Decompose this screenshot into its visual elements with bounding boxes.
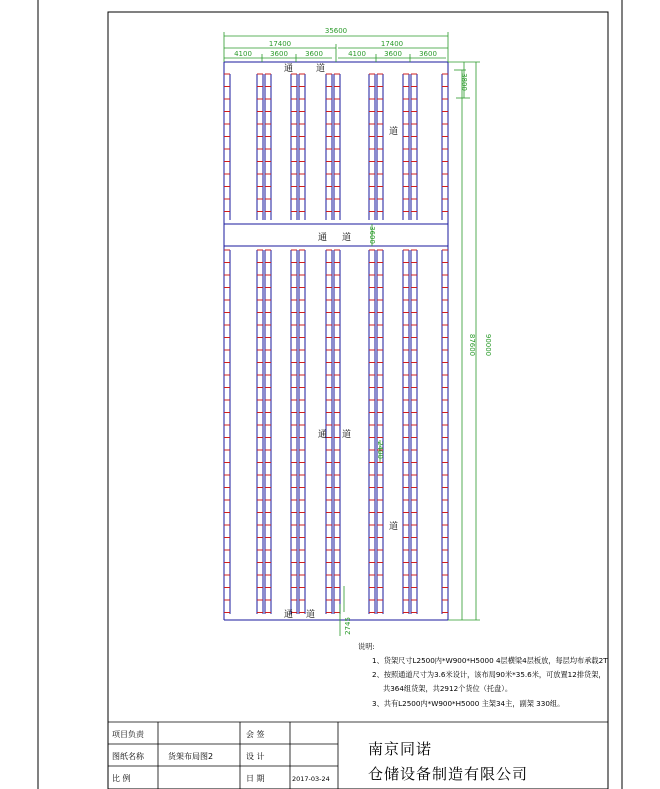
- dim-aisle-width: 3600: [368, 226, 376, 244]
- date-label: 日 期: [246, 774, 265, 783]
- dim-small-b: 2400: [376, 441, 384, 459]
- dim-right-seg3: 3600: [419, 50, 437, 58]
- aisle-vertical-lower: 道: [389, 522, 399, 532]
- note-line-1: 1、货架尺寸L2500内*W900*H5000 4层横梁4层板放，每层均布承载2T: [372, 656, 608, 665]
- scale-label: 比 例: [112, 774, 131, 783]
- aisle-mid-char1: 通: [318, 233, 328, 243]
- note-line-2: 2、按照通道尺寸为3.6米设计，该布局90米*35.6米，可放置12排货架，: [372, 670, 606, 679]
- dim-right-seg1: 4100: [348, 50, 366, 58]
- note-line-2b: 共364组货架，共2912个货位（托盘）。: [383, 684, 513, 693]
- dim-small-c: 2745: [344, 617, 352, 635]
- note-line-3: 3、共有L2500内*W900*H5000 主架34主，副架 330组。: [372, 699, 565, 708]
- signoff-label: 会 签: [246, 730, 265, 739]
- drawing-name-value: 货架布局图2: [168, 752, 214, 761]
- dim-right-top: 3800: [460, 73, 468, 91]
- aisle-top-char1: 通: [284, 64, 294, 74]
- aisle-mid-char2: 道: [342, 233, 352, 243]
- notes-heading: 说明:: [358, 642, 375, 651]
- dim-right-half: 17400: [380, 40, 404, 48]
- design-label: 设 计: [246, 752, 265, 761]
- dim-left-seg1: 4100: [234, 50, 252, 58]
- aisle-vertical-upper: 道: [389, 127, 399, 137]
- date-value: 2017-03-24: [292, 775, 330, 783]
- aisle-bottom-char1: 通: [284, 610, 294, 620]
- aisle-lower-char2: 道: [342, 430, 352, 440]
- dim-inner-height: 87600: [468, 333, 476, 357]
- dim-total-width: 35600: [324, 27, 348, 35]
- dim-left-seg3: 3600: [305, 50, 323, 58]
- dim-total-height: 90000: [484, 333, 492, 357]
- warehouse-outline: [224, 62, 448, 620]
- dim-left-seg2: 3600: [270, 50, 288, 58]
- rack-rows: [224, 74, 448, 614]
- dim-right-seg2: 3600: [384, 50, 402, 58]
- aisle-lower-char1: 通: [318, 430, 328, 440]
- company-name-line2: 仓储设备制造有限公司: [368, 765, 529, 783]
- drawing-name-label: 图纸名称: [112, 752, 144, 761]
- aisle-bottom-char2: 道: [306, 610, 316, 620]
- aisle-top-char2: 道: [316, 64, 326, 74]
- dim-left-half: 17400: [268, 40, 292, 48]
- project-label: 项目负责: [112, 730, 144, 739]
- company-name-line1: 南京同诺: [368, 740, 433, 758]
